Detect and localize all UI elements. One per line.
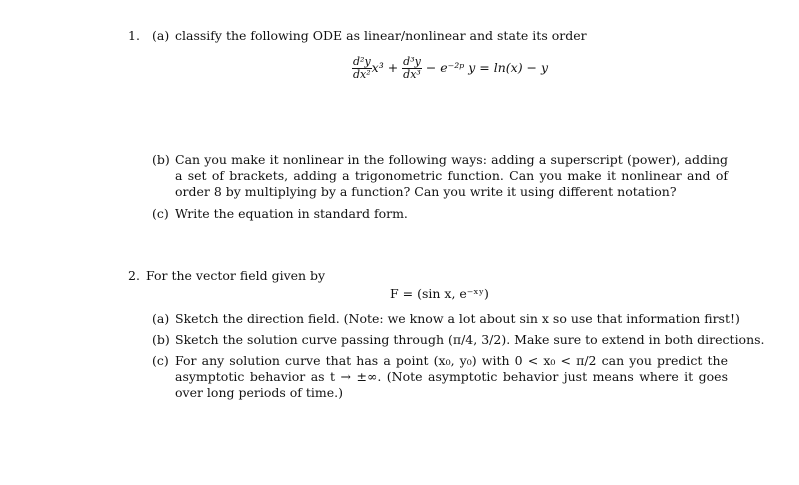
q1-b-label: (b) [152,152,170,167]
q1-a-label: (a) [152,28,170,43]
q1-ode-equation [352,56,548,81]
q2-c-text: For any solution curve that has a point (x₀, y₀) with 0 < x₀ < π/2 can you predict the asymptotic behavior as t → ±∞. (Note asymptotic behavior just means where it goes over long periods of time.) [175,353,728,400]
q2-b-label: (b) [152,332,170,347]
q2-b-text: Sketch the solution curve passing through (π/4, 3/2). Make sure to extend in both directions. [175,332,765,347]
frac-d2y-dx2 [352,56,372,81]
frac2-numerator: d³y [403,55,421,68]
q2-field-equation: F = (sin x, e⁻ˣʸ) [390,286,489,301]
q2-a-label: (a) [152,311,170,326]
q1-b-text: Can you make it nonlinear in the following ways: adding a superscript (power), adding a set of brackets, adding a trigonometric function. Can you make it nonlinear and of order 8 by multiplying by a function? Can you write it using different notation? [175,152,728,199]
q1-number: 1. [128,28,140,43]
q2-a-text: Sketch the direction field. (Note: we know a lot about sin x so use that information first!) [175,311,740,326]
q2-number: 2. [128,268,140,283]
frac1-denominator: dx² [353,68,371,81]
q1-c-label: (c) [152,206,169,221]
frac-d3y-dx3 [402,56,422,81]
q1-c-text: Write the equation in standard form. [175,206,408,221]
term1-tail: x³ + [371,60,399,75]
frac1-numerator: d²y [353,55,371,68]
frac2-denominator: dx³ [403,68,421,81]
q2-intro: For the vector field given by [146,268,326,283]
q2-c-label: (c) [152,353,169,368]
term2-tail: − e⁻²ᵖ y = ln(x) − y [425,60,549,75]
q1-a-text: classify the following ODE as linear/nonlinear and state its order [175,28,587,43]
